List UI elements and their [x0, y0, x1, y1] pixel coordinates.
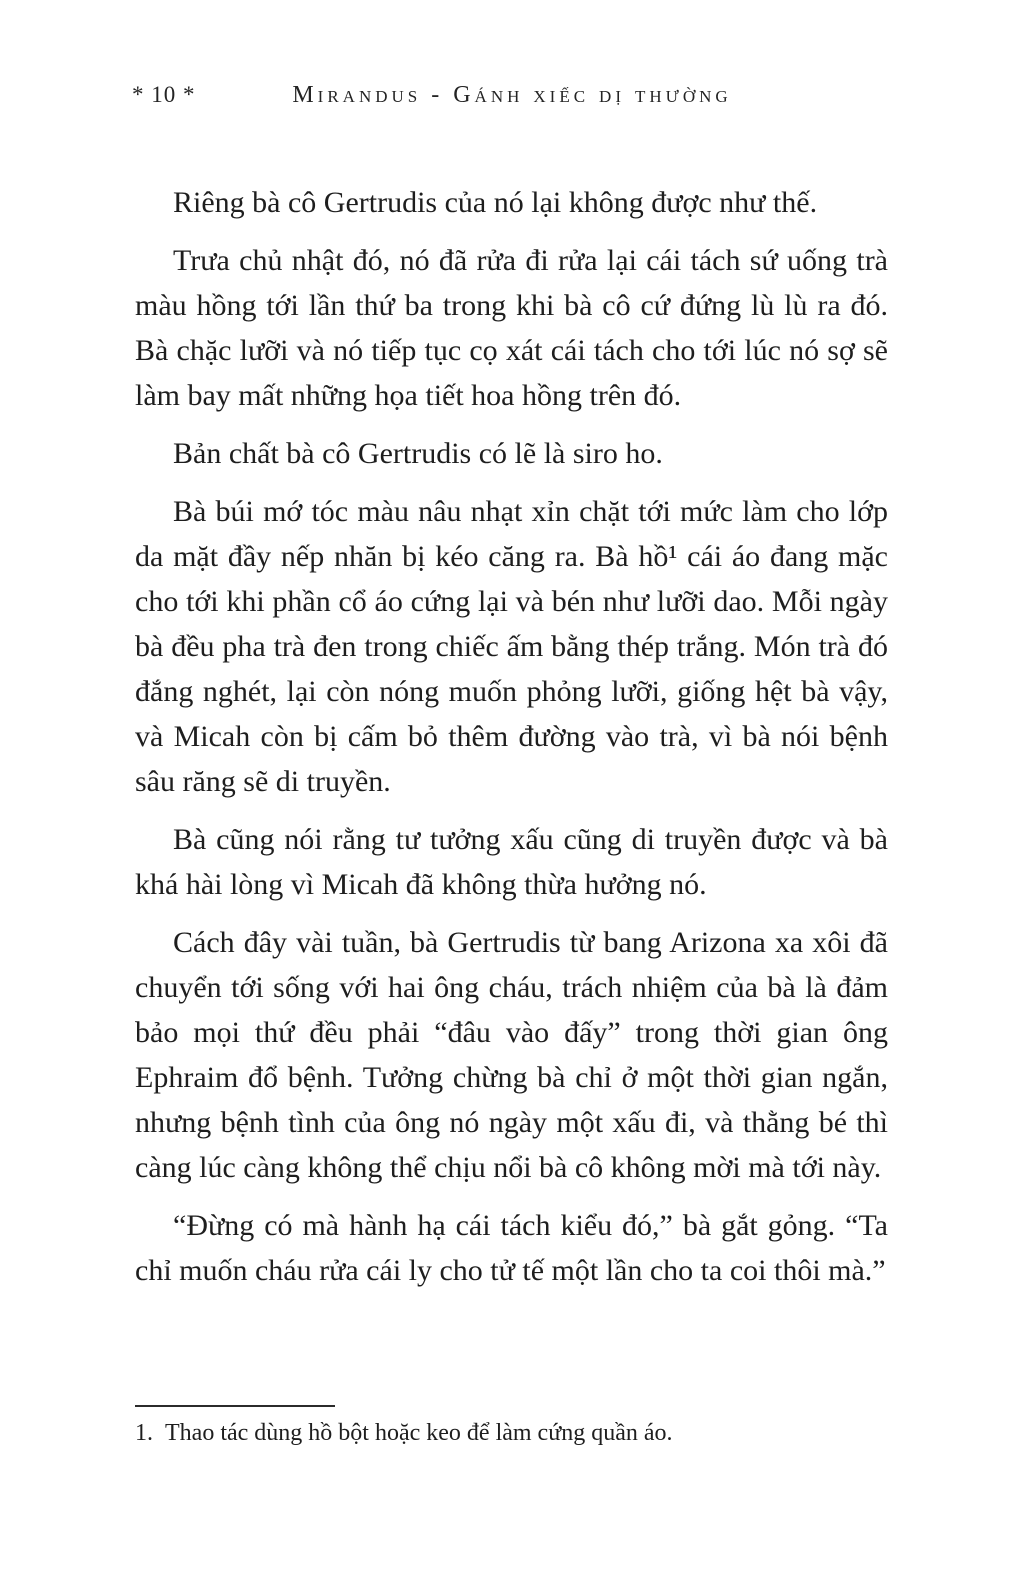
page-number: * 10 * [132, 82, 196, 107]
paragraph: Cách đây vài tuần, bà Gertrudis từ bang Arizona xa xôi đã chuyển tới sống với hai ông cháu, trách nhiệm của bà là đảm bảo mọi thứ đều phải “đâu vào đấy” trong thời gian ông Ephraim đổ bệnh. Tưởng chừng bà chỉ ở một thời gian ngắn, nhưng bệnh tình của ông nó ngày một xấu đi, và thằng bé thì càng lúc càng không thể chịu nổi bà cô không mời mà tới này. [135, 926, 888, 1184]
paragraph: “Đừng có mà hành hạ cái tách kiểu đó,” bà gắt gỏng. “Ta chỉ muốn cháu rửa cái ly cho tử tế một lần cho ta coi thôi mà.” [135, 1209, 888, 1287]
paragraph: Riêng bà cô Gertrudis của nó lại không được như thế. [173, 186, 818, 219]
footnote-separator [135, 1405, 335, 1407]
footnote [135, 1416, 888, 1450]
paragraph: Bà cũng nói rằng tư tưởng xấu cũng di truyền được và bà khá hài lòng vì Micah đã không thừa hưởng nó. [135, 823, 888, 901]
running-header [0, 82, 1024, 114]
paragraph: Bản chất bà cô Gertrudis có lẽ là siro ho. [173, 437, 663, 470]
footnote-text: Thao tác dùng hồ bột hoặc keo để làm cứng quần áo. [165, 1420, 673, 1446]
running-title: Mirandus - Gánh xiếc dị thường [292, 82, 732, 108]
paragraph: Bà búi mớ tóc màu nâu nhạt xỉn chặt tới mức làm cho lớp da mặt đầy nếp nhăn bị kéo căng ra. Bà hồ¹ cái áo đang mặc cho tới khi phần cổ áo cứng lại và bén như lưỡi dao. Mỗi ngày bà đều pha trà đen trong chiếc ấm bằng thép trắng. Món trà đó đắng nghét, lại còn nóng muốn phỏng lưỡi, giống hệt bà vậy, và Micah còn bị cấm bỏ thêm đường vào trà, vì bà nói bệnh sâu răng sẽ di truyền. [135, 495, 888, 798]
body-text [135, 180, 888, 1306]
footnote-number: 1. [135, 1420, 153, 1446]
paragraph: Trưa chủ nhật đó, nó đã rửa đi rửa lại cái tách sứ uống trà màu hồng tới lần thứ ba trong khi bà cô cứ đứng lù lù ra đó. Bà chặc lưỡi và nó tiếp tục cọ xát cái tách cho tới lúc nó sợ sẽ làm bay mất những họa tiết hoa hồng trên đó. [135, 244, 888, 412]
